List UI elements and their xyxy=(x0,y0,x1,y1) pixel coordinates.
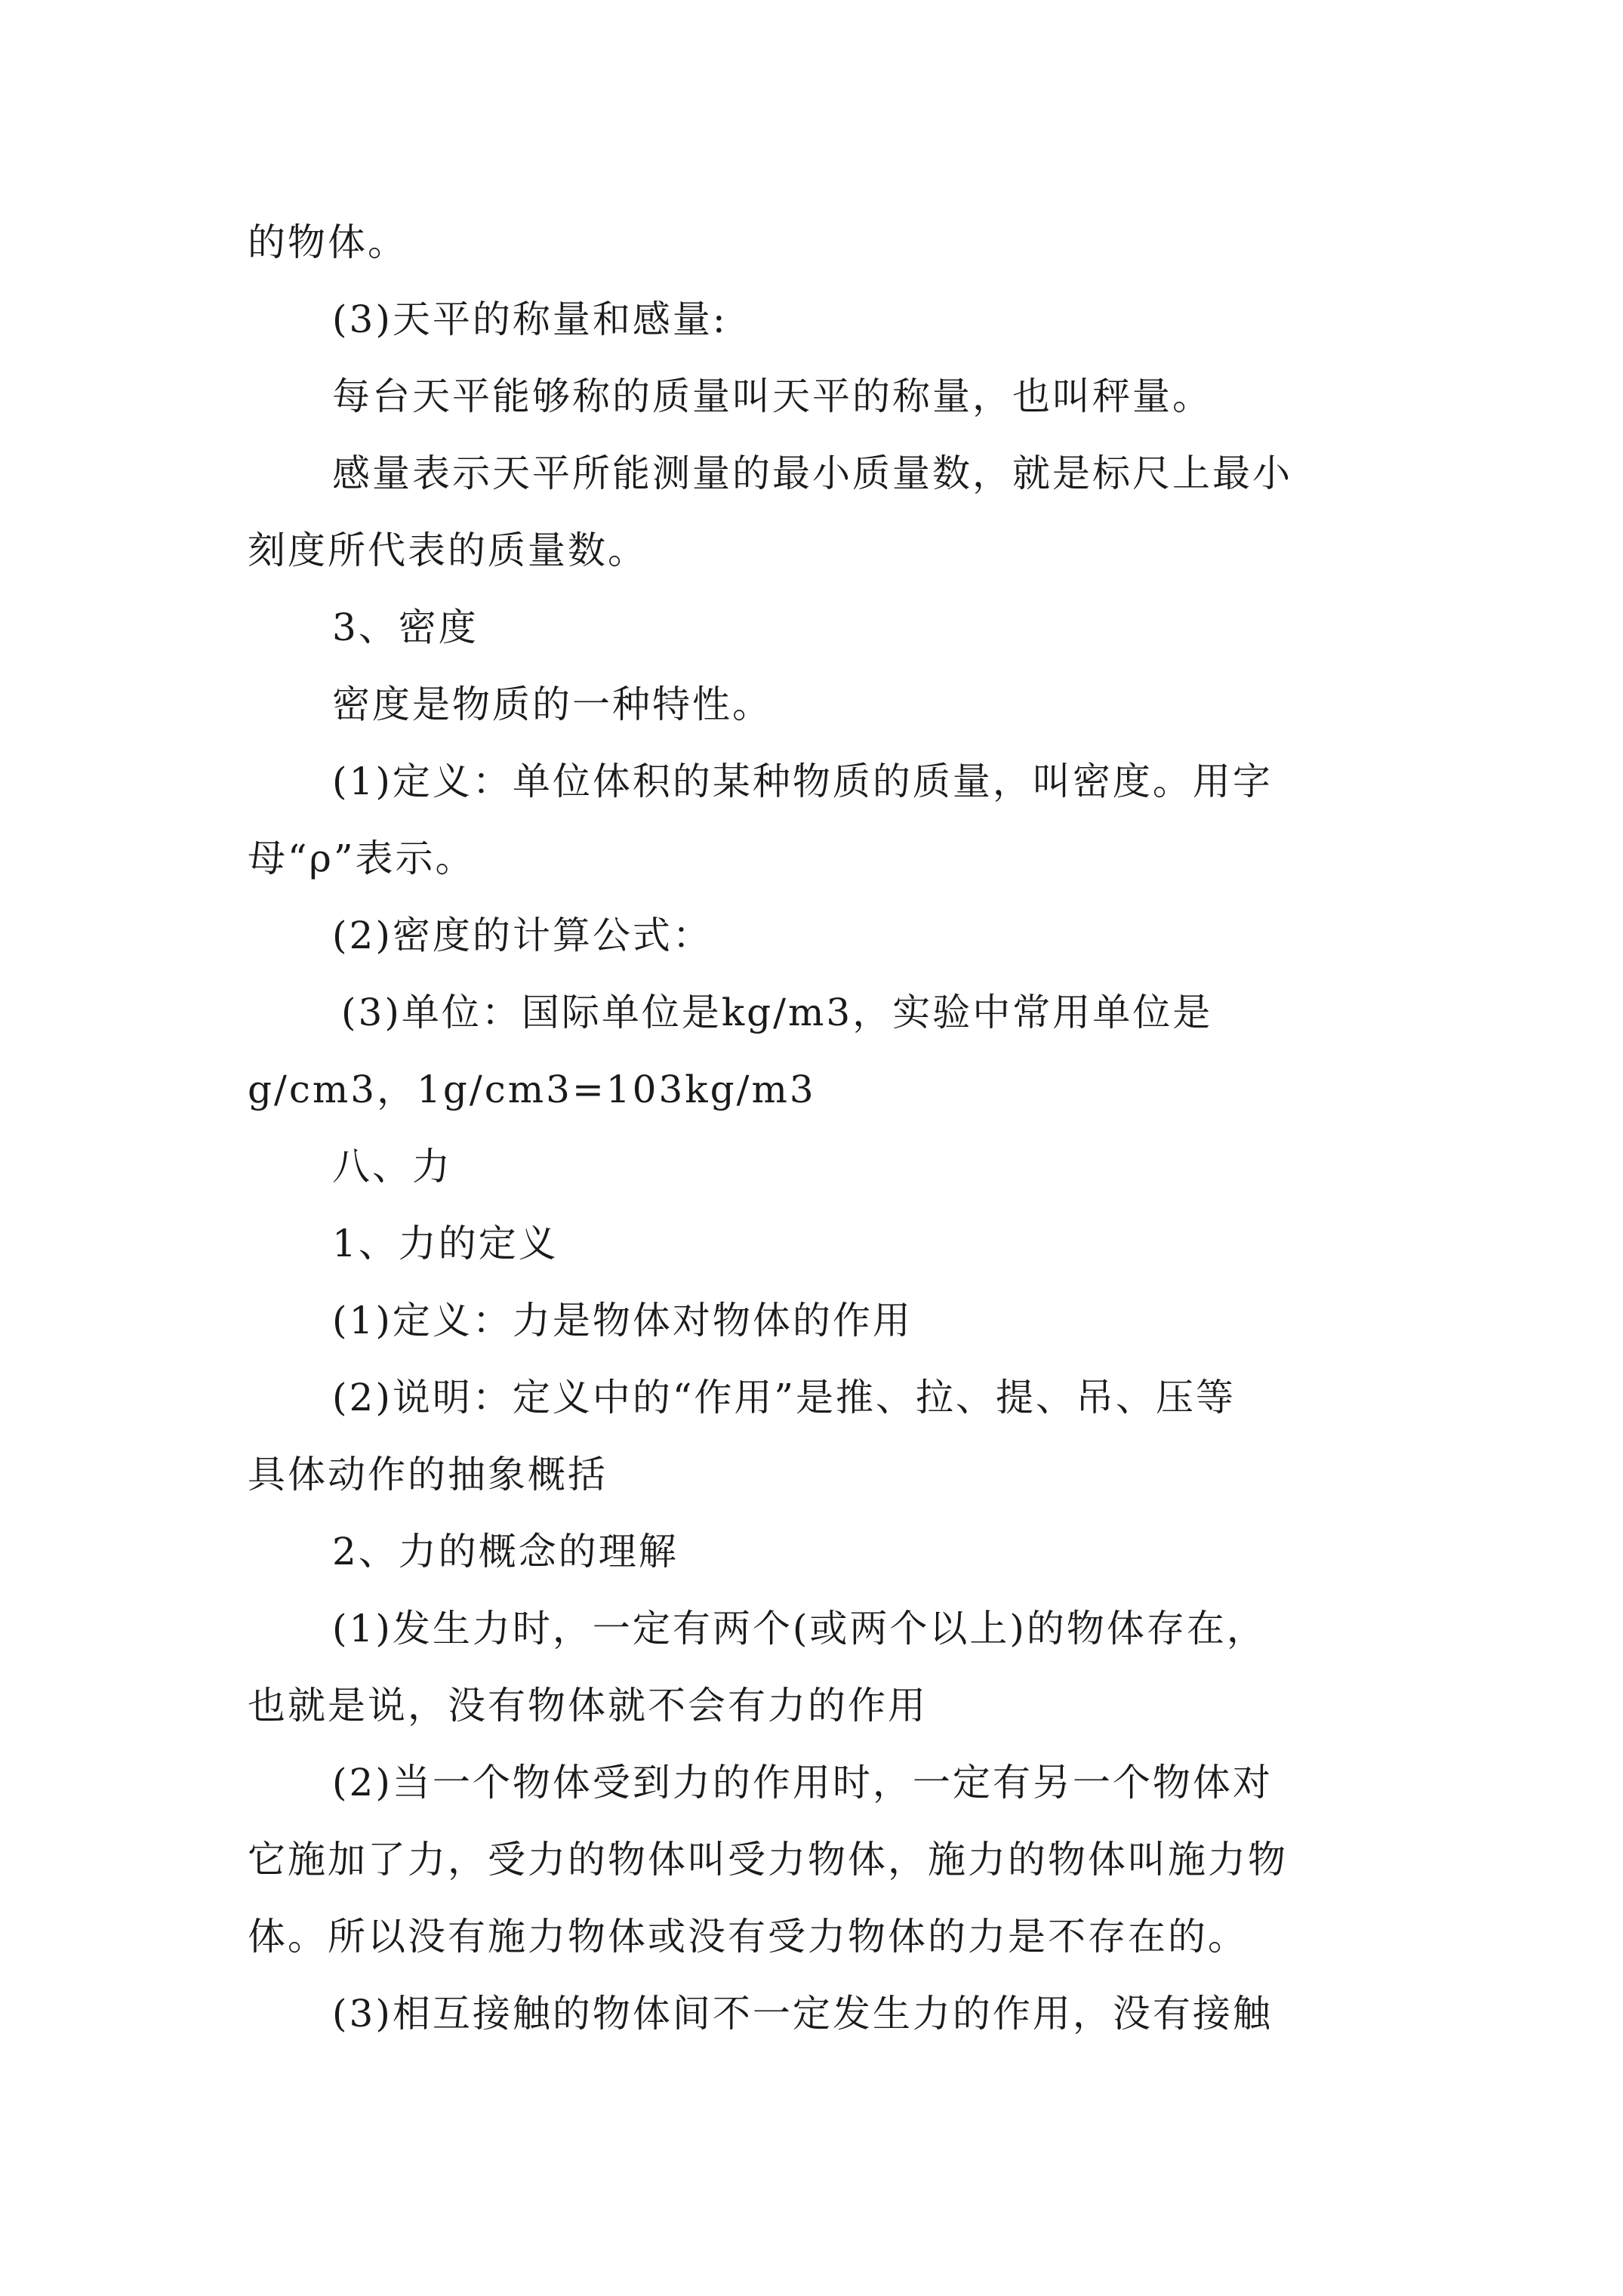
text-line: (1)定义：单位体积的某种物质的质量，叫密度。用字 xyxy=(332,760,1273,803)
text-line: (2)当一个物体受到力的作用时，一定有另一个物体对 xyxy=(332,1761,1273,1804)
text-line: 1、力的定义 xyxy=(332,1222,559,1265)
text-line: 感量表示天平所能测量的最小质量数，就是标尺上最小 xyxy=(332,451,1292,495)
text-line: 体。所以没有施力物体或没有受力物体的力是不存在的。 xyxy=(248,1915,1248,1959)
text-line: 八、力 xyxy=(332,1145,452,1188)
text-line: (2)密度的计算公式： xyxy=(332,914,713,957)
text-line: 2、力的概念的理解 xyxy=(332,1530,679,1573)
text-line: (2)说明：定义中的“作用”是推、拉、提、吊、压等 xyxy=(332,1376,1236,1419)
text-line: (3)天平的称量和感量: xyxy=(332,297,728,341)
text-line: 具体动作的抽象概括 xyxy=(248,1453,608,1496)
text-line: 密度是物质的一种特性。 xyxy=(332,683,772,726)
text-line: 每台天平能够称的质量叫天平的称量，也叫秤量。 xyxy=(332,374,1212,418)
text-line: 刻度所代表的质量数。 xyxy=(248,529,648,572)
text-line: (1)定义：力是物体对物体的作用 xyxy=(332,1299,913,1342)
text-line: 它施加了力，受力的物体叫受力物体，施力的物体叫施力物 xyxy=(248,1838,1288,1881)
text-line: (3)相互接触的物体间不一定发生力的作用，没有接触 xyxy=(332,1992,1273,2036)
text-line: (3)单位：国际单位是kg/m3，实验中常用单位是 xyxy=(341,991,1213,1034)
text-line: (1)发生力时，一定有两个(或两个以上)的物体存在， xyxy=(332,1607,1267,1650)
text-line: 也就是说，没有物体就不会有力的作用 xyxy=(248,1684,928,1727)
text-line: 3、密度 xyxy=(332,606,479,649)
text-line: 母“ρ”表示。 xyxy=(248,837,476,880)
text-line: 的物体。 xyxy=(248,220,408,264)
text-line: g/cm3，1g/cm3=103kg/m3 xyxy=(248,1068,816,1111)
